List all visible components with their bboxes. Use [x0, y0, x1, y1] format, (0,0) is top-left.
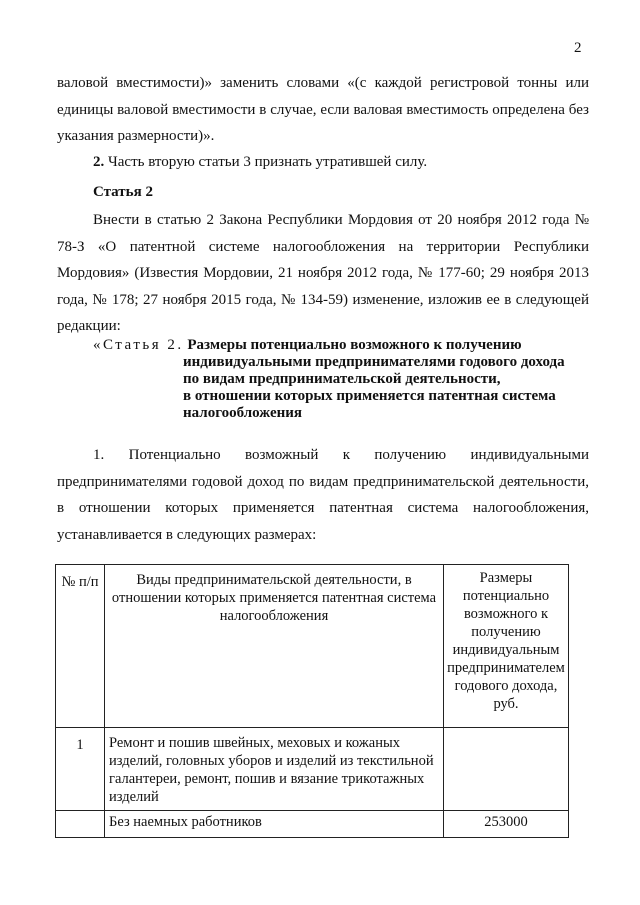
- paragraph-2-text: Часть вторую статьи 3 признать утратившей силу.: [104, 154, 428, 170]
- article-title-line-1: Размеры потенциально возможного к получению: [187, 337, 522, 353]
- header-amount: Размеры потенциально возможного к получению индивидуальным предпринимателем годового дохода, руб.: [444, 565, 569, 728]
- paragraph-2-number: 2.: [93, 154, 105, 170]
- row-activity: Ремонт и пошив швейных, меховых и кожаных изделий, головных уборов и изделий из текстильной галантереи, ремонт, пошив и вязание трикотажных изделий: [105, 728, 444, 811]
- article-lead: «Статья 2.: [93, 337, 184, 353]
- article-title-line-5: налогообложения: [183, 405, 303, 421]
- paragraph-1: валовой вместимости)» заменить словами «(с каждой регистровой тонны или единицы валовой вместимости в случае, если валовая вместимость определена без указания размерности)».: [57, 75, 589, 144]
- paragraph-3: Внести в статью 2 Закона Республики Мордовия от 20 ноября 2012 года № 78-З «О патентной системе налогообложения на территории Республики Мордовия» (Известия Мордовии, 21 ноября 2012 года, № 177-60; 29 ноября 2013 года, № 178; 27 ноября 2015 года, № 134-59) изменение, изложив ее в следующей редакции:: [57, 212, 589, 334]
- table-row: [56, 728, 569, 811]
- row-num: [56, 811, 105, 838]
- article-heading: Статья 2: [93, 184, 153, 200]
- header-num: № п/п: [56, 565, 105, 728]
- row-amount: 253000: [444, 811, 569, 838]
- article-title-line-4: в отношении которых применяется патентная система: [183, 388, 556, 404]
- table-row: [56, 811, 569, 838]
- article-title-line-3: по видам предпринимательской деятельности,: [183, 371, 501, 387]
- article-title: [93, 337, 593, 422]
- paragraph-2: [57, 149, 589, 176]
- paragraph-4: 1. Потенциально возможный к получению индивидуальными предпринимателями годовой доход по видам предпринимательской деятельности, в отношении которых применяется патентная система налогообложения, устанавливается в следующих размерах:: [57, 447, 589, 543]
- table-header-row: [56, 565, 569, 728]
- row-num: 1: [56, 728, 105, 811]
- row-amount: [444, 728, 569, 811]
- header-activity: Виды предпринимательской деятельности, в отношении которых применяется патентная система налогообложения: [105, 565, 444, 728]
- row-activity: Без наемных работников: [105, 811, 444, 838]
- page-number: 2: [574, 40, 582, 56]
- income-table: [55, 564, 569, 838]
- article-title-line-2: индивидуальными предпринимателями годового дохода: [183, 354, 565, 370]
